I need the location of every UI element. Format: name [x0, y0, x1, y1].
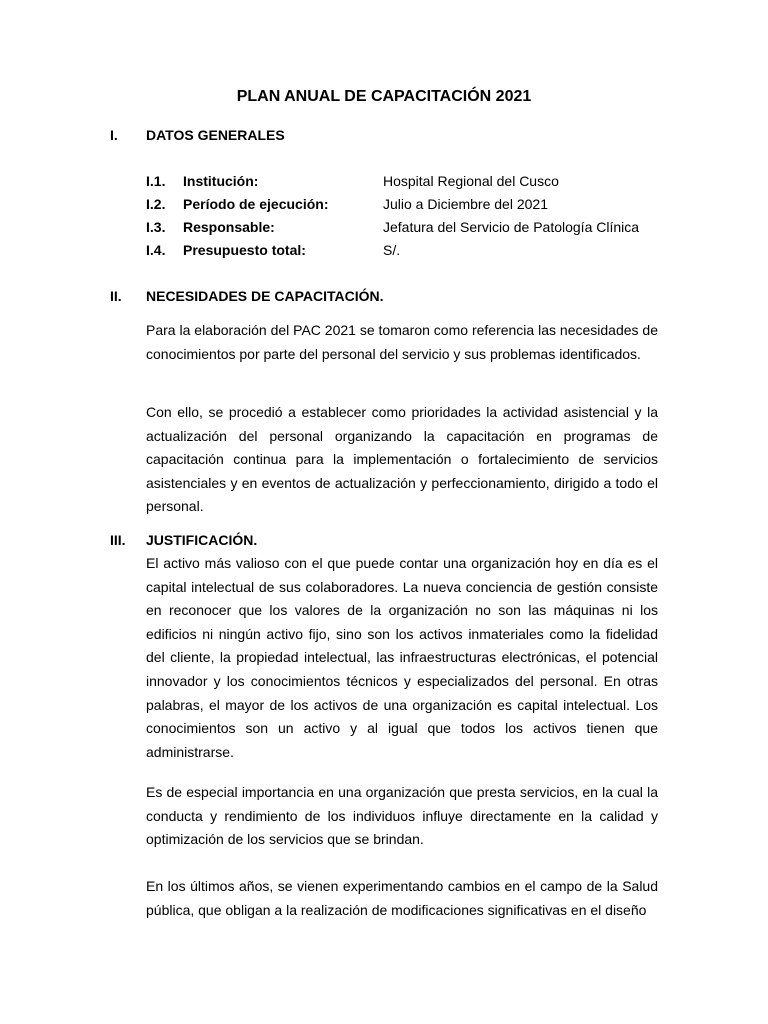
item-value: S/.: [383, 242, 401, 258]
item-value: Jefatura del Servicio de Patología Clínica: [383, 219, 640, 235]
section-title: JUSTIFICACIÓN.: [146, 532, 258, 548]
datos-generales-item: [146, 170, 666, 193]
item-label: Período de ejecución:: [183, 196, 329, 212]
item-number: I.1.: [146, 173, 166, 189]
section-number: III.: [110, 532, 126, 548]
item-value: Hospital Regional del Cusco: [383, 173, 559, 189]
item-value: Julio a Diciembre del 2021: [383, 196, 548, 212]
datos-generales-list: [146, 170, 666, 262]
datos-generales-item: [146, 216, 666, 239]
paragraph: Con ello, se procedió a establecer como prioridades la actividad asistencial y la actualización del personal organizando la capacitación en programas de capacitación continua para la implementación o fortalecimiento de servicios asistenciales y en eventos de actualización y perfeccionamiento, dirigido a todo el personal.: [146, 404, 658, 515]
section-number: II.: [110, 288, 122, 304]
section-title: NECESIDADES DE CAPACITACIÓN.: [146, 288, 384, 304]
section-heading-datos-generales: [110, 125, 670, 145]
datos-generales-item: [146, 239, 666, 262]
paragraph: Para la elaboración del PAC 2021 se tomaron como referencia las necesidades de conocimientos por parte del personal del servicio y sus problemas identificados.: [146, 322, 658, 362]
section-title: DATOS GENERALES: [146, 127, 285, 143]
paragraph: Es de especial importancia en una organización que presta servicios, en la cual la conducta y rendimiento de los individuos influye directamente en la calidad y optimización de los servicios que se brindan.: [146, 784, 658, 848]
item-number: I.3.: [146, 219, 166, 235]
item-label: Institución:: [183, 173, 259, 189]
paragraph: El activo más valioso con el que puede contar una organización hoy en día es el capital intelectual de sus colaboradores. La nueva conciencia de gestión consiste en reconocer que los valores de la organización no son las máquinas ni los edificios ni ningún activo fijo, sino son los activos inmateriales como la fidelidad del cliente, la propiedad intelectual, las infraestructuras electrónicas, el potencial innovador y los conocimientos técnicos y especializados del personal. En otras palabras, el mayor de los activos de una organización es capital intelectual. Los conocimientos son un activo y al igual que todos los activos tienen que administrarse.: [146, 555, 658, 760]
section-number: I.: [110, 127, 118, 143]
item-number: I.2.: [146, 196, 166, 212]
section-heading-necesidades: [110, 286, 670, 306]
document-title: PLAN ANUAL DE CAPACITACIÓN 2021: [236, 88, 532, 105]
section-heading-justificacion: [110, 530, 670, 550]
datos-generales-item: [146, 193, 666, 216]
item-label: Presupuesto total:: [183, 242, 306, 258]
item-number: I.4.: [146, 242, 166, 258]
paragraph: En los últimos años, se vienen experimentando cambios en el campo de la Salud pública, que obligan a la realización de modificaciones significativas en el diseño: [146, 878, 658, 918]
item-label: Responsable:: [183, 219, 275, 235]
